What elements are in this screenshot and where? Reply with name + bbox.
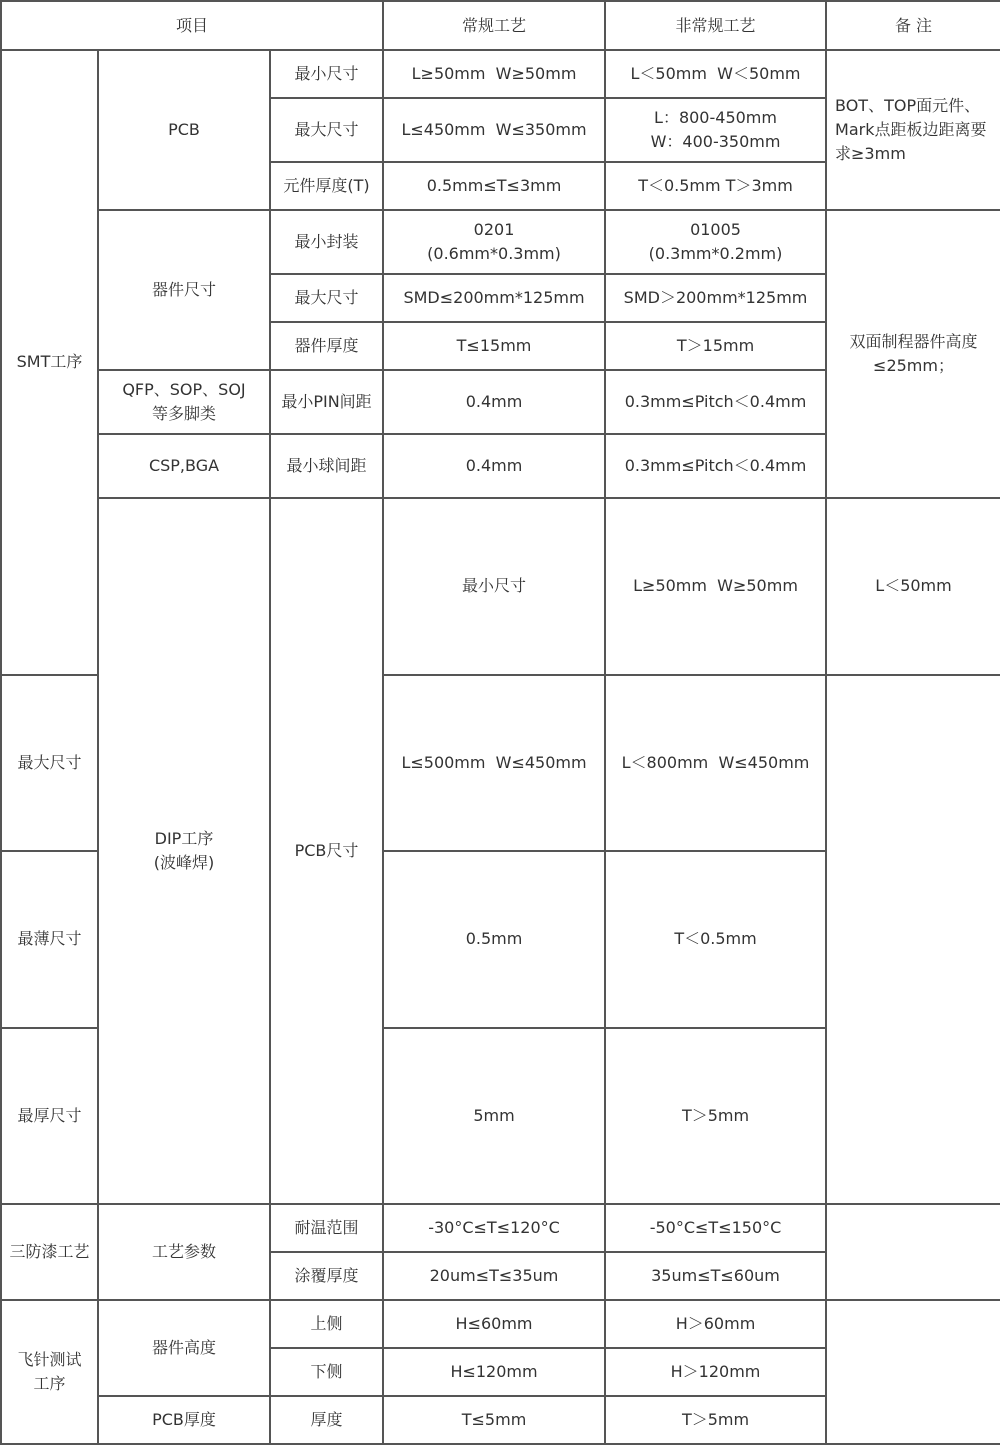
regular-value-line: 0201 — [473, 220, 515, 239]
smt-device-label: 器件尺寸 — [98, 210, 270, 370]
regular-value: H≤120mm — [383, 1348, 605, 1396]
param-name: 最小封装 — [270, 210, 383, 274]
dip-pcb-label: PCB尺寸 — [270, 498, 383, 1204]
flying-probe-label-line: 飞针测试 — [17, 1350, 82, 1369]
flying-probe-note — [826, 1300, 1000, 1444]
dip-label-line: (波峰焊) — [153, 853, 215, 872]
table-row — [1, 50, 1000, 98]
regular-value: 0.5mm — [383, 851, 605, 1028]
header-regular: 常规工艺 — [383, 1, 605, 50]
irregular-value: -50°C≤T≤150°C — [605, 1204, 826, 1252]
irregular-value: L＜50mm W＜50mm — [605, 50, 826, 98]
header-irregular: 非常规工艺 — [605, 1, 826, 50]
irregular-value: L＜50mm — [826, 498, 1000, 675]
param-name: 耐温范围 — [270, 1204, 383, 1252]
irregular-value: 0.3mm≤Pitch＜0.4mm — [605, 434, 826, 498]
regular-value: L≥50mm W≥50mm — [605, 498, 826, 675]
flying-probe-pcb-thickness-label: PCB厚度 — [98, 1396, 270, 1444]
regular-value — [383, 210, 605, 274]
regular-value: 5mm — [383, 1028, 605, 1205]
coating-section-label: 三防漆工艺 — [1, 1204, 98, 1300]
irregular-value: 35um≤T≤60um — [605, 1252, 826, 1300]
header-item: 项目 — [1, 1, 383, 50]
param-name: 元件厚度(T) — [270, 162, 383, 210]
flying-probe-height-label: 器件高度 — [98, 1300, 270, 1396]
regular-value: 0.5mm≤T≤3mm — [383, 162, 605, 210]
regular-value-line: (0.6mm*0.3mm) — [427, 244, 561, 263]
param-name: 最大尺寸 — [270, 274, 383, 322]
irregular-value: H＞60mm — [605, 1300, 826, 1348]
param-name: 上侧 — [270, 1300, 383, 1348]
param-name: 最大尺寸 — [270, 98, 383, 162]
header-note: 备 注 — [826, 1, 1000, 50]
regular-value: T≤15mm — [383, 322, 605, 370]
dip-section-label — [98, 498, 270, 1204]
irregular-value: 0.3mm≤Pitch＜0.4mm — [605, 370, 826, 434]
smt-device-note: 双面制程器件高度≤25mm； — [826, 210, 1000, 498]
irregular-value — [605, 210, 826, 274]
smt-qfp-label — [98, 370, 270, 434]
regular-value: 0.4mm — [383, 370, 605, 434]
irregular-value-line: 01005 — [690, 220, 741, 239]
header-row — [1, 1, 1000, 50]
irregular-value: T＜0.5mm T＞3mm — [605, 162, 826, 210]
smt-section-label: SMT工序 — [1, 50, 98, 675]
table-row — [1, 1300, 1000, 1348]
param-name: 最大尺寸 — [1, 675, 98, 852]
smt-csp-label: CSP,BGA — [98, 434, 270, 498]
regular-value: T≤5mm — [383, 1396, 605, 1444]
table-row — [1, 498, 1000, 675]
regular-value: L≤450mm W≤350mm — [383, 98, 605, 162]
param-name: 器件厚度 — [270, 322, 383, 370]
table-row — [1, 210, 1000, 274]
irregular-value: T＞15mm — [605, 322, 826, 370]
irregular-value: SMD＞200mm*125mm — [605, 274, 826, 322]
irregular-value: T＜0.5mm — [605, 851, 826, 1028]
qfp-label-line: 等多脚类 — [151, 404, 216, 423]
irregular-value: T＞5mm — [605, 1028, 826, 1205]
param-name: 最小球间距 — [270, 434, 383, 498]
irregular-value — [605, 98, 826, 162]
param-name: 涂覆厚度 — [270, 1252, 383, 1300]
param-name: 下侧 — [270, 1348, 383, 1396]
regular-value: -30°C≤T≤120°C — [383, 1204, 605, 1252]
smt-pcb-note: BOT、TOP面元件、Mark点距板边距离要求≥3mm — [826, 50, 1000, 210]
irregular-value: T＞5mm — [605, 1396, 826, 1444]
flying-probe-label-line: 工序 — [33, 1374, 66, 1393]
coating-note — [826, 1204, 1000, 1300]
irregular-value-line: (0.3mm*0.2mm) — [648, 244, 783, 263]
qfp-label-line: QFP、SOP、SOJ — [122, 380, 246, 399]
regular-value: 0.4mm — [383, 434, 605, 498]
irregular-value: L＜800mm W≤450mm — [605, 675, 826, 852]
irregular-value: H＞120mm — [605, 1348, 826, 1396]
regular-value: H≤60mm — [383, 1300, 605, 1348]
smt-pcb-label: PCB — [98, 50, 270, 210]
table-row — [1, 1204, 1000, 1252]
param-name: 厚度 — [270, 1396, 383, 1444]
irregular-value-line: W：400-350mm — [650, 132, 781, 151]
param-name: 最小尺寸 — [383, 498, 605, 675]
regular-value: SMD≤200mm*125mm — [383, 274, 605, 322]
param-name: 最小尺寸 — [270, 50, 383, 98]
coating-param-label: 工艺参数 — [98, 1204, 270, 1300]
param-name: 最小PIN间距 — [270, 370, 383, 434]
dip-label-line: DIP工序 — [154, 829, 214, 848]
param-name: 最厚尺寸 — [1, 1028, 98, 1205]
param-name: 最薄尺寸 — [1, 851, 98, 1028]
irregular-value-line: L：800-450mm — [654, 108, 777, 127]
regular-value: L≤500mm W≤450mm — [383, 675, 605, 852]
regular-value: 20um≤T≤35um — [383, 1252, 605, 1300]
regular-value: L≥50mm W≥50mm — [383, 50, 605, 98]
flying-probe-section-label — [1, 1300, 98, 1444]
